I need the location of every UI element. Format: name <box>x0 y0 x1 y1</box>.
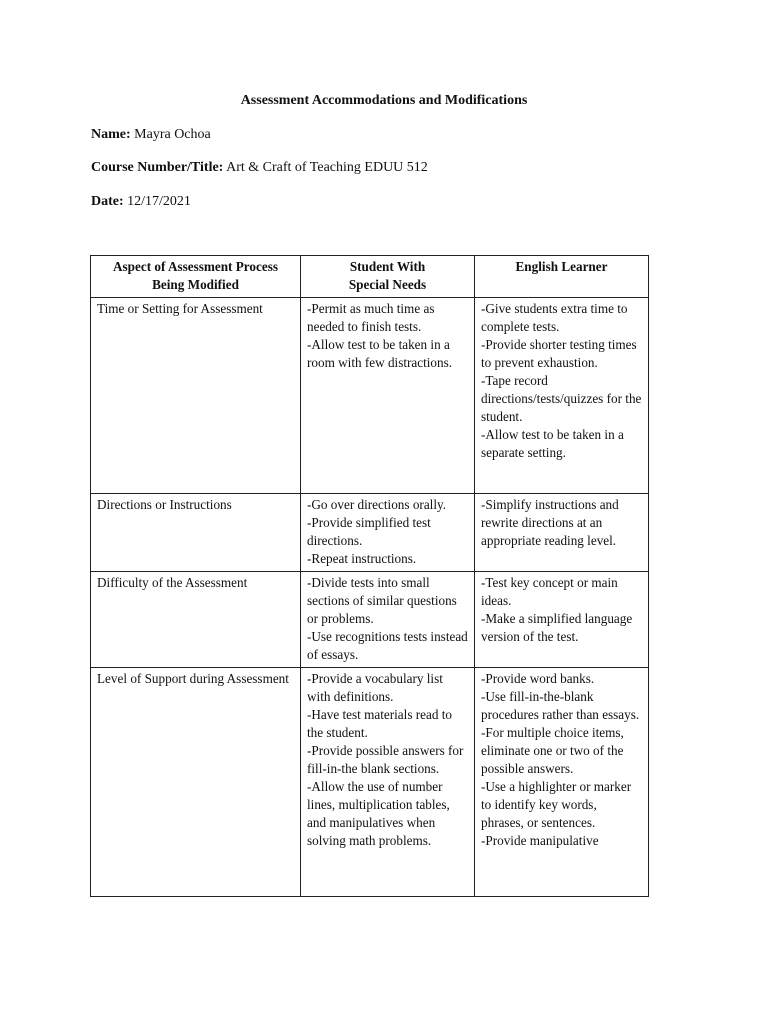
cell-text: -Make a simplified language version of the test. <box>481 611 633 644</box>
header-aspect-line: Being Modified <box>152 277 239 292</box>
cell-text: -Provide possible answers for fill-in-the blank sections. <box>307 743 464 776</box>
cell-clip <box>97 670 294 893</box>
cell-text: -Permit as much time as needed to finish tests. <box>307 301 435 334</box>
cell-special-needs <box>301 298 475 494</box>
cell-text: -Use a highlighter or marker to identify key words, phrases, or sentences. <box>481 779 632 830</box>
page-title: Assessment Accommodations and Modifications <box>240 93 528 108</box>
cell-english-learner <box>475 298 649 494</box>
course-label: Course Number/Title: <box>91 160 224 175</box>
cell-clip <box>307 670 468 893</box>
cell-text: Directions or Instructions <box>97 497 232 512</box>
date-label: Date: <box>91 194 124 209</box>
cell-english-learner <box>475 494 649 572</box>
header-english-learner <box>475 256 649 298</box>
header-special-needs-line: Student With <box>349 259 426 274</box>
cell-text: -Use fill-in-the-blank procedures rather than essays. <box>481 689 640 722</box>
cell-aspect <box>91 298 301 494</box>
cell-clip <box>481 670 642 893</box>
cell-text: -Have test materials read to the student. <box>307 707 452 740</box>
course-value: Art & Craft of Teaching EDUU 512 <box>226 160 428 175</box>
cell-text: -Simplify instructions and rewrite directions at an appropriate reading level. <box>481 497 619 548</box>
cell-text: -Give students extra time to complete tests. <box>481 301 628 334</box>
header-aspect <box>91 256 301 298</box>
header-english-learner-line: English Learner <box>515 259 608 274</box>
cell-aspect <box>91 572 301 668</box>
date-field <box>91 194 191 210</box>
cell-special-needs <box>301 572 475 668</box>
cell-special-needs <box>301 668 475 897</box>
course-field <box>91 160 428 176</box>
date-value: 12/17/2021 <box>127 194 191 209</box>
table-row <box>91 298 649 494</box>
cell-aspect <box>91 494 301 572</box>
cell-text: -Provide a vocabulary list with definitions. <box>307 671 443 704</box>
cell-text: -Test key concept or main ideas. <box>481 575 618 608</box>
cell-text: -Use recognitions tests instead of essays. <box>307 629 468 662</box>
cell-text: -Repeat instructions. <box>307 551 417 566</box>
cell-text: -Allow test to be taken in a room with few distractions. <box>307 337 453 370</box>
accommodations-table <box>90 255 649 897</box>
table-row <box>91 668 649 897</box>
cell-text: -Provide word banks. <box>481 671 595 686</box>
cell-text: -Provide manipulative <box>481 833 599 848</box>
header-aspect-line: Aspect of Assessment Process <box>113 259 278 274</box>
name-value: Mayra Ochoa <box>134 127 211 142</box>
cell-text: -Tape record directions/tests/quizzes for the student. <box>481 373 642 424</box>
name-label: Name: <box>91 127 131 142</box>
cell-special-needs <box>301 494 475 572</box>
cell-text: -Allow test to be taken in a separate setting. <box>481 427 624 460</box>
cell-text: Level of Support during Assessment <box>97 671 289 686</box>
cell-text: Time or Setting for Assessment <box>97 301 263 316</box>
cell-text: -Provide simplified test directions. <box>307 515 431 548</box>
name-field <box>91 127 211 143</box>
table-header-row <box>91 256 649 298</box>
cell-english-learner <box>475 668 649 897</box>
cell-text: -Provide shorter testing times to prevent exhaustion. <box>481 337 637 370</box>
cell-text: -Go over directions orally. <box>307 497 447 512</box>
cell-english-learner <box>475 572 649 668</box>
cell-aspect <box>91 668 301 897</box>
cell-text: -For multiple choice items, eliminate one or two of the possible answers. <box>481 725 624 776</box>
cell-text: -Divide tests into small sections of similar questions or problems. <box>307 575 457 626</box>
header-special-needs <box>301 256 475 298</box>
table-row <box>91 494 649 572</box>
cell-text: Difficulty of the Assessment <box>97 575 248 590</box>
header-special-needs-line: Special Needs <box>348 277 427 292</box>
table-row <box>91 572 649 668</box>
cell-text: -Allow the use of number lines, multiplication tables, and manipulatives when solving math problems. <box>307 779 450 848</box>
